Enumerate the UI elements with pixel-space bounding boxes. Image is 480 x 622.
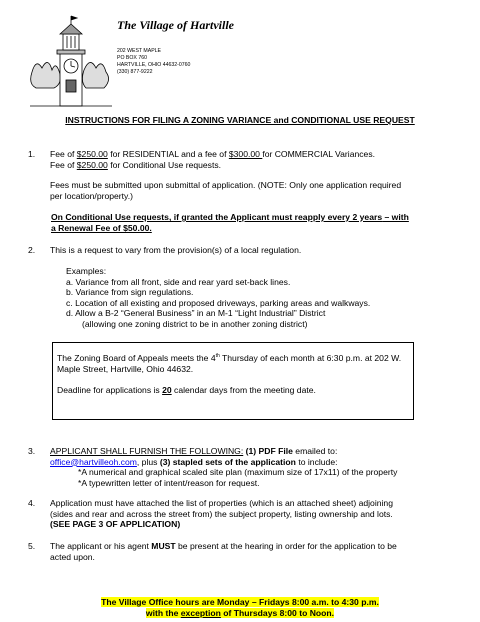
list-item-cont: (allowing one zoning district to be in another zoning district): [82, 318, 308, 329]
item5-text: The applicant or his agent MUST be present at the hearing in order for the application to be acted upon.: [50, 541, 397, 562]
item-number: 5.: [28, 541, 36, 551]
item3-text: APPLICANT SHALL FURNISH THE FOLLOWING: (1) PDF File emailed to: office@hartvilleoh.com, plus (3) stapled sets of the application to include: *A numerical and graphical scaled site plan (maximum size of 17x11) of the property *A typewritten letter of intent/reason for request.: [50, 446, 398, 488]
residential-fee: $250.00: [76, 149, 108, 159]
list-item: a. Variance from all front, side and rear yard set-back lines.: [66, 276, 291, 287]
examples-label: Examples:: [66, 266, 107, 276]
item-number: 1.: [28, 149, 36, 159]
deadline-days: 20: [162, 385, 172, 396]
examples-list: [66, 266, 370, 330]
page-heading: INSTRUCTIONS FOR FILING A ZONING VARIANCE and CONDITIONAL USE REQUEST: [65, 115, 415, 125]
list-item: d. Allow a B-2 “General Business” in an M-1 “Light Industrial” District: [66, 308, 326, 319]
conditional-fee: $250.00: [76, 159, 108, 170]
meeting-info-box: The Zoning Board of Appeals meets the 4th Thursday of each month at 6:30 p.m. at 202 W. Maple Street, Hartville, Ohio 44632. Deadline for applications is 20 calendar days from the meeting date.: [52, 342, 414, 420]
address-line: HARTVILLE, OHIO 44632-0760: [117, 62, 191, 68]
item-number: 3.: [28, 446, 36, 456]
office-hours: The Village Office hours are Monday – Fridays 8:00 a.m. to 4:30 p.m. with the exception of Thursdays 8:00 to Noon.: [101, 597, 379, 618]
item1-fees: Fee of $250.00 for RESIDENTIAL and a fee of $300.00 for COMMERCIAL Variances. Fee of $250.00 for Conditional Use requests.: [50, 149, 376, 170]
clock-tower-logo: [30, 12, 112, 108]
email-link[interactable]: office@hartvilleoh.com: [50, 456, 137, 467]
conditional-use-notice: On Conditional Use requests, if granted the Applicant must reapply every 2 years – with a Renewal Fee of $50.00.: [51, 212, 409, 233]
item-number: 2.: [28, 245, 36, 255]
list-item: b. Variance from sign regulations.: [66, 287, 194, 298]
fees-note: Fees must be submitted upon submittal of application. (NOTE: Only one application required per location/property.): [50, 180, 402, 201]
village-address: [117, 48, 190, 76]
address-line: PO BOX 760: [117, 55, 147, 61]
list-item: c. Location of all existing and proposed driveways, parking areas and walkways.: [66, 297, 371, 308]
item-number: 4.: [28, 498, 36, 508]
address-line: 202 WEST MAPLE: [117, 48, 162, 54]
item2-text: This is a request to vary from the provision(s) of a local regulation.: [50, 245, 302, 255]
commercial-fee: $300.00: [228, 149, 263, 159]
item4-text: Application must have attached the list of properties (which is an attached sheet) adjoining (sides and rear and across the street from) the subject property, listing ownership and lots. (SEE PAGE 3 OF APPLICATION): [50, 498, 393, 530]
village-title: The Village of Hartville: [117, 18, 234, 32]
address-line: (330) 877-9222: [117, 69, 153, 75]
